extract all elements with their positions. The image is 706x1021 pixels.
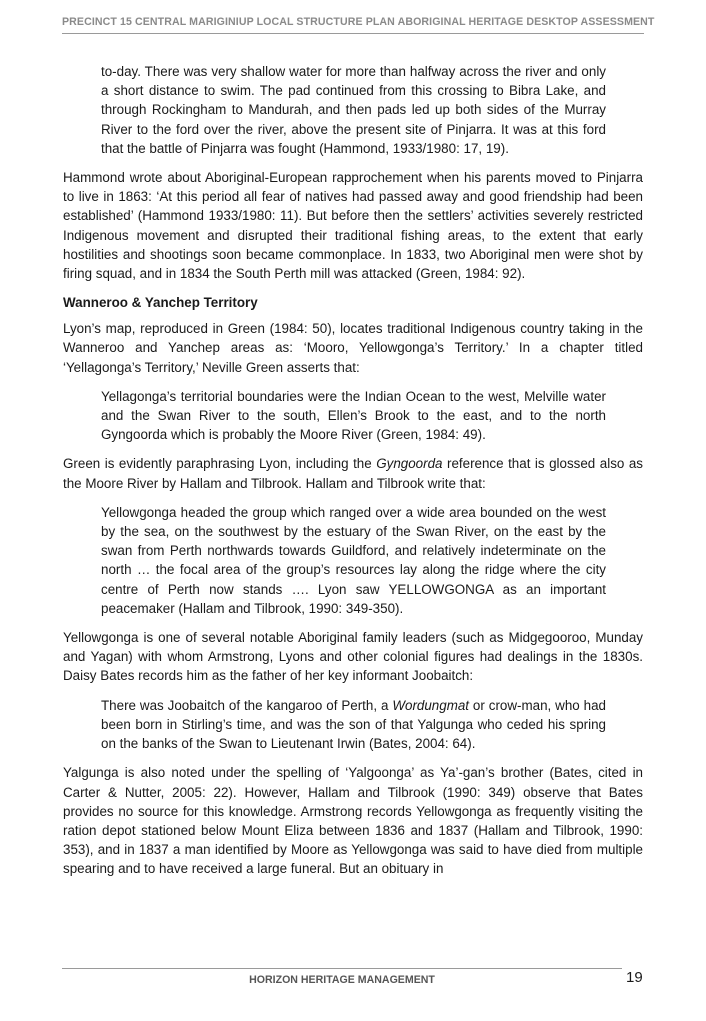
italic-term: Gyngoorda xyxy=(376,456,443,472)
section-heading: Wanneroo & Yanchep Territory xyxy=(63,295,258,311)
page-body xyxy=(63,62,643,889)
header-divider xyxy=(62,33,644,34)
block-quote: to-day. There was very shallow water for more than halfway across the river and only a short distance to swim. The pad continued from this crossing to Bibra Lake, and through Rockingham to Mandurah, and then pads led up both sides of the Murray River to the ford over the river, above the present site of Pinjarra. It was at this ford that the battle of Pinjarra was fought (Hammond, 1933/1980: 17, 19). xyxy=(101,64,606,156)
running-header: PRECINCT 15 CENTRAL MARIGINIUP LOCAL STRUCTURE PLAN ABORIGINAL HERITAGE DESKTOP ASSESSMENT xyxy=(62,16,655,28)
paragraph: Yalgunga is also noted under the spelling of ‘Yalgoonga’ as Ya’-gan’s brother (Bates, cited in Carter & Nutter, 2005: 22). However, Hallam and Tilbrook (1990: 349) observe that Bates provides no source for this knowledge. Armstrong records Yellowgonga as frequently visiting the ration depot stationed below Mount Eliza between 1836 and 1837 (Hallam and Tilbrook, 1990: 353), and in 1837 a man identified by Moore as Yellowgonga was said to have died from multiple spearing and to have received a large funeral. But an obituary in xyxy=(63,765,643,877)
text-run: or crow-man, who had been born in Stirling’s time, and was the son of that Yalgunga who ceded his spring on the banks of the Swan to Lieutenant Irwin (Bates, 2004: 64). xyxy=(101,697,607,752)
block-quote xyxy=(101,696,606,754)
page-number: 19 xyxy=(626,969,643,986)
text-run: There was Joobaitch of the kangaroo of Perth, a xyxy=(101,697,393,713)
paragraph: Lyon’s map, reproduced in Green (1984: 50), locates traditional Indigenous country taking in the Wanneroo and Yanchep areas as: ‘Mooro, Yellowgonga’s Territory.’ In a chapter titled ‘Yellagonga’s Territory,’ Neville Green asserts that: xyxy=(63,321,643,375)
text-run: Green is evidently paraphrasing Lyon, including the xyxy=(63,456,377,472)
paragraph: Yellowgonga is one of several notable Aboriginal family leaders (such as Midgegooroo, Munday and Yagan) with whom Armstrong, Lyons and other colonial figures had dealings in the 1830s. Daisy Bates records him as the father of her key informant Joobaitch: xyxy=(63,630,643,684)
italic-term: Wordungmat xyxy=(392,697,470,713)
text-run: reference that is glossed also as the Moore River by Hallam and Tilbrook. Hallam and Tilbrook write that: xyxy=(63,456,643,491)
block-quote: Yellagonga’s territorial boundaries were the Indian Ocean to the west, Melville water and the Swan River to the south, Ellen’s Brook to the east, and to the north Gyngoorda which is probably the Moore River (Green, 1984: 49). xyxy=(101,388,606,443)
paragraph xyxy=(63,454,643,492)
paragraph: Hammond wrote about Aboriginal-European rapprochement when his parents moved to Pinjarra to live in 1863: ‘At this period all fear of natives had passed away and good friendship had been established’ (Hammond 1933/1980: 11). But before then the settlers’ activities severely restricted Indigenous movement and disrupted their traditional fishing areas, to the extent that early hostilities and shootings soon became commonplace. In 1833, two Aboriginal men were shot by firing squad, and in 1834 the South Perth mill was attacked (Green, 1984: 92). xyxy=(63,170,643,282)
footer-divider xyxy=(62,968,622,969)
block-quote: Yellowgonga headed the group which ranged over a wide area bounded on the west by the sea, on the southwest by the estuary of the Swan River, on the east by the swan from Perth northwards towards Guildford, and relatively indeterminate on the north … the focal area of the group’s resources lay along the ridge where the city centre of Perth now stands …. Lyon saw YELLOWGONGA as an important peacemaker (Hallam and Tilbrook, 1990: 349-350). xyxy=(101,504,606,616)
footer-org: HORIZON HERITAGE MANAGEMENT xyxy=(249,974,435,986)
